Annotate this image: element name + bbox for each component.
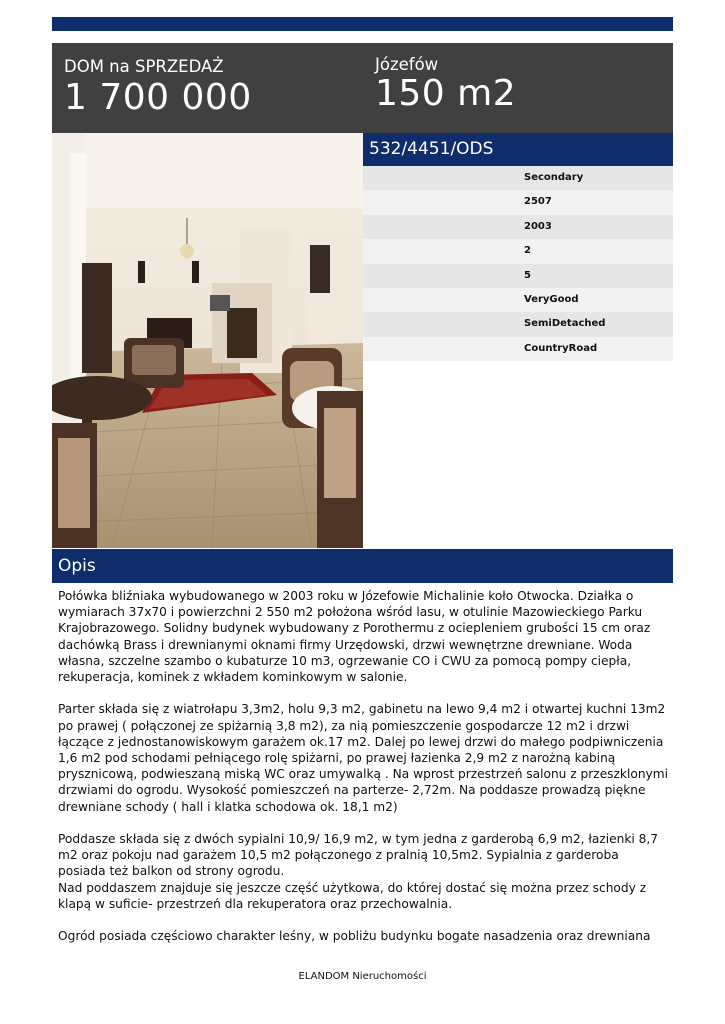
attribute-table: [363, 166, 673, 361]
top-accent-bar: [52, 17, 673, 31]
attribute-rooms: 5: [363, 264, 673, 288]
description-heading: Opis: [52, 549, 673, 583]
listing-type: DOM na SPRZEDAŻ: [64, 57, 224, 76]
listing-price: 1 700 000: [64, 77, 252, 118]
attribute-plot-area: 2507: [363, 190, 673, 214]
description-paragraph: Parter składa się z wiatrołapu 3,3m2, holu 9,3 m2, gabinetu na lewo 9,4 m2 i otwartej kuchni 13m2 po prawej ( połączonej ze spiżarnią 3,8 m2), za nią pomieszczenie gospodarcze 12 m2 i drzwi łączące z jednostanowiskowym garażem ok.17 m2. Dalej po lewej drzwi do małego podpiwniczenia 1,6 m2 pod schodami pełniącego rolę spiżarni, po prawej łazienka 2,9 m2 z narożną kabiną prysznicową, podwieszaną miską WC oraz umywalką . Na wprost przestrzeń salonu z przeszklonymi drzwiami do ogrodu. Wysokość pomieszczeń na parterze- 2,72m. Na poddasze prowadzą piękne drewniane schody ( hall i klatka schodowa ok. 18,1 m2): [58, 702, 669, 814]
listing-header: [52, 43, 673, 133]
attribute-condition: VeryGood: [363, 288, 673, 312]
attribute-access-road: CountryRoad: [363, 337, 673, 361]
listing-location: Józefów: [375, 55, 439, 74]
description-paragraph: Poddasze składa się z dwóch sypialni 10,9/ 16,9 m2, w tym jedna z garderobą 6,9 m2, łazienki 8,7 m2 oraz pokoju nad garażem 10,5 m2 połączonego z pralnią 10,5m2. Sypialnia z garderoba posiada też balkon od strony ogrodu. Nad poddaszem znajduje się jeszcze część użytkowa, do której dostać się można przez schody z klapą w suficie- przestrzeń dla rekuperatora oraz przechowalnia.: [58, 832, 659, 911]
attribute-floors: 2: [363, 239, 673, 263]
description-paragraph: Ogród posiada częściowo charakter leśny, w pobliżu budynku bogate nasadzenia oraz drewniana: [58, 929, 651, 944]
attribute-building-type: SemiDetached: [363, 312, 673, 336]
listing-area: 150 m2: [375, 73, 517, 114]
footer-agency: ELANDOM Nieruchomości: [298, 971, 427, 982]
property-photo: [52, 133, 363, 548]
attribute-market: Secondary: [363, 166, 673, 190]
attribute-year-built: 2003: [363, 215, 673, 239]
description-body: [58, 588, 670, 961]
header-left: [64, 57, 252, 119]
reference-number: 532/4451/ODS: [363, 133, 673, 166]
header-right: [375, 55, 516, 115]
description-paragraph: Połówka bliźniaka wybudowanego w 2003 roku w Józefowie Michalinie koło Otwocka. Działka o wymiarach 37x70 i powierzchni 2 550 m2 położona wśród lasu, w otulinie Mazowieckiego Parku Krajobrazowego. Solidny budynek wybudowany z Porothermu z ociepleniem grubości 15 cm oraz dachówką Brass i drewnianymi oknami firmy Urzędowski, drzwi wewnętrzne drewniane. Woda własna, szczelne szambo o kubaturze 10 m3, ogrzewanie CO i CWU za pomocą pompy ciepła, rekuperacja, kominek z wkładem kominkowym w salonie.: [58, 589, 651, 685]
